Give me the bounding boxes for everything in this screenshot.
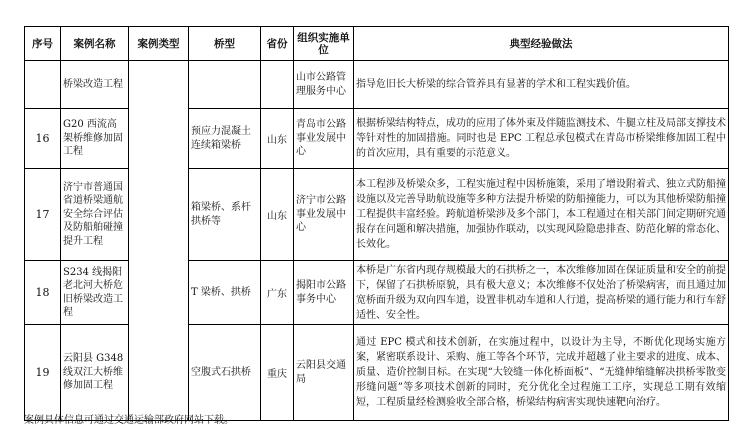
cell-name: G20 西流高架桥维修加固工程 — [61, 109, 129, 169]
cell-bridge: T 梁桥、拱桥 — [189, 261, 261, 325]
cell-province: 广东 — [261, 261, 294, 325]
cell-province: 山东 — [261, 109, 294, 169]
cell-practice: 本桥是广东省内现存规模最大的石拱桥之一，本次维修加固在保证质量和安全的前提下，保留了石拱桥原貌，具有极大意义；本次维修不仅处治了桥梁病害，而且通过加宽桥面升级为双向四车道，设置非机动车道和人行道，提高桥梁的通行能力和行车舒适性、安全性。 — [354, 261, 729, 325]
cell-org: 济宁市公路事业发展中心 — [294, 169, 354, 261]
header-bridge: 桥型 — [189, 27, 261, 61]
cell-province: 重庆 — [261, 325, 294, 421]
cell-bridge: 箱梁桥、系杆拱桥等 — [189, 169, 261, 261]
cell-no: 17 — [25, 169, 61, 261]
cell-practice: 本工程涉及桥梁众多，工程实施过程中因桥施策，采用了增设附着式、独立式防船撞设施以及完善导助航设施等多种方法提升桥梁的防船撞能力，可以为其他桥梁防船撞工程提供丰富经验。跨航道桥梁涉及多个部门，本工程通过在相关部门间定期研究通报存在问题和解决措施，加强协作联动，以实现风险隐患排查、防范化解的常态化、长效化。 — [354, 169, 729, 261]
cell-province — [261, 61, 294, 109]
cell-bridge: 预应力混凝土连续箱梁桥 — [189, 109, 261, 169]
header-name: 案例名称 — [61, 27, 129, 61]
cell-name: 桥梁改造工程 — [61, 61, 129, 109]
cell-org: 云阳县交通局 — [294, 325, 354, 421]
cell-practice: 根据桥梁结构特点，成功的应用了体外束及伴随监测技术、牛腿立柱及局部支撑技术等针对性的加固措施。同时也是 EPC 工程总承包模式在青岛市桥梁维修加固工程中的首次应用，具有重要的示范意义。 — [354, 109, 729, 169]
cell-bridge — [189, 61, 261, 109]
cell-practice: 通过 EPC 模式和技术创新，在实施过程中，以设计为主导，不断优化现场实施方案，紧密联系设计、采购、施工等各个环节，完成并超越了业主要求的进度、成本、质量、造价控制目标。在实现“大铰缝一体化桥面板”、“无缝伸缩缝解决拱桥零散变形缝问题”等多项技术创新的同时，充分优化全过程施工工序，实现总工期有效缩短，工程质量经检测验收全部合格，桥梁结构病害实现快速靶向治疗。 — [354, 325, 729, 421]
cell-no — [25, 61, 61, 109]
header-no: 序号 — [25, 27, 61, 61]
header-org: 组织实施单位 — [294, 27, 354, 61]
header-type: 案例类型 — [129, 27, 189, 61]
cell-name: S234 线揭阳老北河大桥危旧桥梁改造工程 — [61, 261, 129, 325]
header-practice: 典型经验做法 — [354, 27, 729, 61]
cell-no: 16 — [25, 109, 61, 169]
cell-org: 山市公路管理服务中心 — [294, 61, 354, 109]
header-province: 省份 — [261, 27, 294, 61]
cell-name: 济宁市普通国省道桥梁通航安全综合评估及防船舶碰撞提升工程 — [61, 169, 129, 261]
table-row — [25, 61, 729, 109]
cell-type-merged — [129, 61, 189, 421]
cell-practice: 指导危旧长大桥梁的综合管养具有显著的学术和工程实践价值。 — [354, 61, 729, 109]
case-table — [24, 26, 729, 421]
cell-org: 揭阳市公路事务中心 — [294, 261, 354, 325]
document-page — [24, 26, 729, 421]
cell-org: 青岛市公路事业发展中心 — [294, 109, 354, 169]
cell-bridge: 空腹式石拱桥 — [189, 325, 261, 421]
cell-name: 云阳县 G348 线双江大桥维修加固工程 — [61, 325, 129, 421]
table-header-row — [25, 27, 729, 61]
footnote: 案例具体信息可通过交通运输部政府网站下载。 — [24, 415, 234, 426]
cell-no: 19 — [25, 325, 61, 421]
cell-no: 18 — [25, 261, 61, 325]
cell-province: 山东 — [261, 169, 294, 261]
